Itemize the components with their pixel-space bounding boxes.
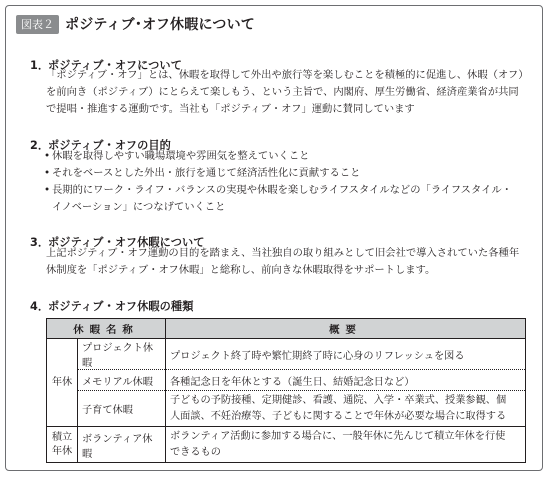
table-row [47,370,526,391]
section-1-body [46,67,529,118]
table-row [47,427,526,463]
bullet-item: • それをベースとした外出・旅行を通じて経済活性化に貢献すること [43,167,361,179]
header-leave-name: 休暇名称 [47,319,166,339]
section-1-line: で提唱・推進する運動です。当社も「ポジティブ・オフ」運動に賛同しています [46,103,415,115]
section-2-bullets [42,148,512,216]
table-row [47,339,526,370]
category-line: 積立 [51,431,73,443]
section-3-line: 上記ポジティブ・オフ運動の目的を踏まえ、当社独自の取り組みとして旧会社で導入されていた各種年 [46,247,520,259]
section-3-heading: 3．ポジティブ・オフ休暇について [30,236,205,249]
summary-line: ボランティア活動に参加する場合に、一般年休に先んじて積立年休を行使 [170,430,506,442]
section-3-line: 休制度を「ポジティブ・オフ休暇」と総称し、前向きな休暇取得をサポートします。 [46,264,436,276]
section-4-heading: 4．ポジティブ・オフ休暇の種類 [30,300,194,313]
bullet-item: • 長期的にワーク・ライフ・バランスの実現や休暇を楽しむライフスタイルなどの「ライフスタイル・ [43,184,512,196]
category-cell [47,427,78,463]
category-line: 年休 [51,445,73,457]
leave-name-cell: ボランティア休暇 [78,427,166,463]
figure-title: ポジティブ･オフ休暇について [65,17,255,33]
section-1-heading: 1．ポジティブ・オフについて [30,59,182,72]
leave-name-cell: 子育て休暇 [78,391,166,427]
figure-label: 図表２ [16,15,59,34]
summary-cell [166,427,526,463]
summary-line: できるもの [170,446,221,458]
section-1-line: 「ポジティブ・オフ」とは、休暇を取得して外出や旅行等を楽しむことを積極的に促進し、休暇（オフ） [46,69,529,81]
table-row [47,391,526,427]
figure-header [16,13,255,35]
summary-cell: 各種記念日を年休とする（誕生日、結婚記念日など） [166,370,526,391]
section-3-body [46,245,519,279]
header-summary: 概要 [166,319,526,339]
bullet-item-continuation: イノベーション」につなげていくこと [52,201,226,213]
section-1-line: を前向き（ポジティブ）にとらえて楽しもう、という主旨で、内閣府、厚生労働省、経済産業省が共同 [46,86,519,98]
leave-name-cell: メモリアル休暇 [78,370,166,391]
leave-types-table [46,318,526,463]
summary-cell [166,391,526,427]
summary-line: 子どもの予防接種、定期健診、看護、通院、入学・卒業式、授業参観、個 [170,394,507,406]
summary-line: 人面談、不妊治療等、子どもに関することで年休が必要な場合に取得する [170,410,507,422]
summary-cell: プロジェクト終了時や繁忙期終了時に心身のリフレッシュを図る [166,339,526,370]
leave-name-cell: プロジェクト休暇 [78,339,166,370]
section-2-heading: 2．ポジティブ・オフの目的 [30,139,171,152]
table-header-row [47,319,526,339]
category-cell: 年休 [47,339,78,427]
bullet-item: • 休暇を取得しやすい職場環境や雰囲気を整えていくこと [43,150,310,162]
